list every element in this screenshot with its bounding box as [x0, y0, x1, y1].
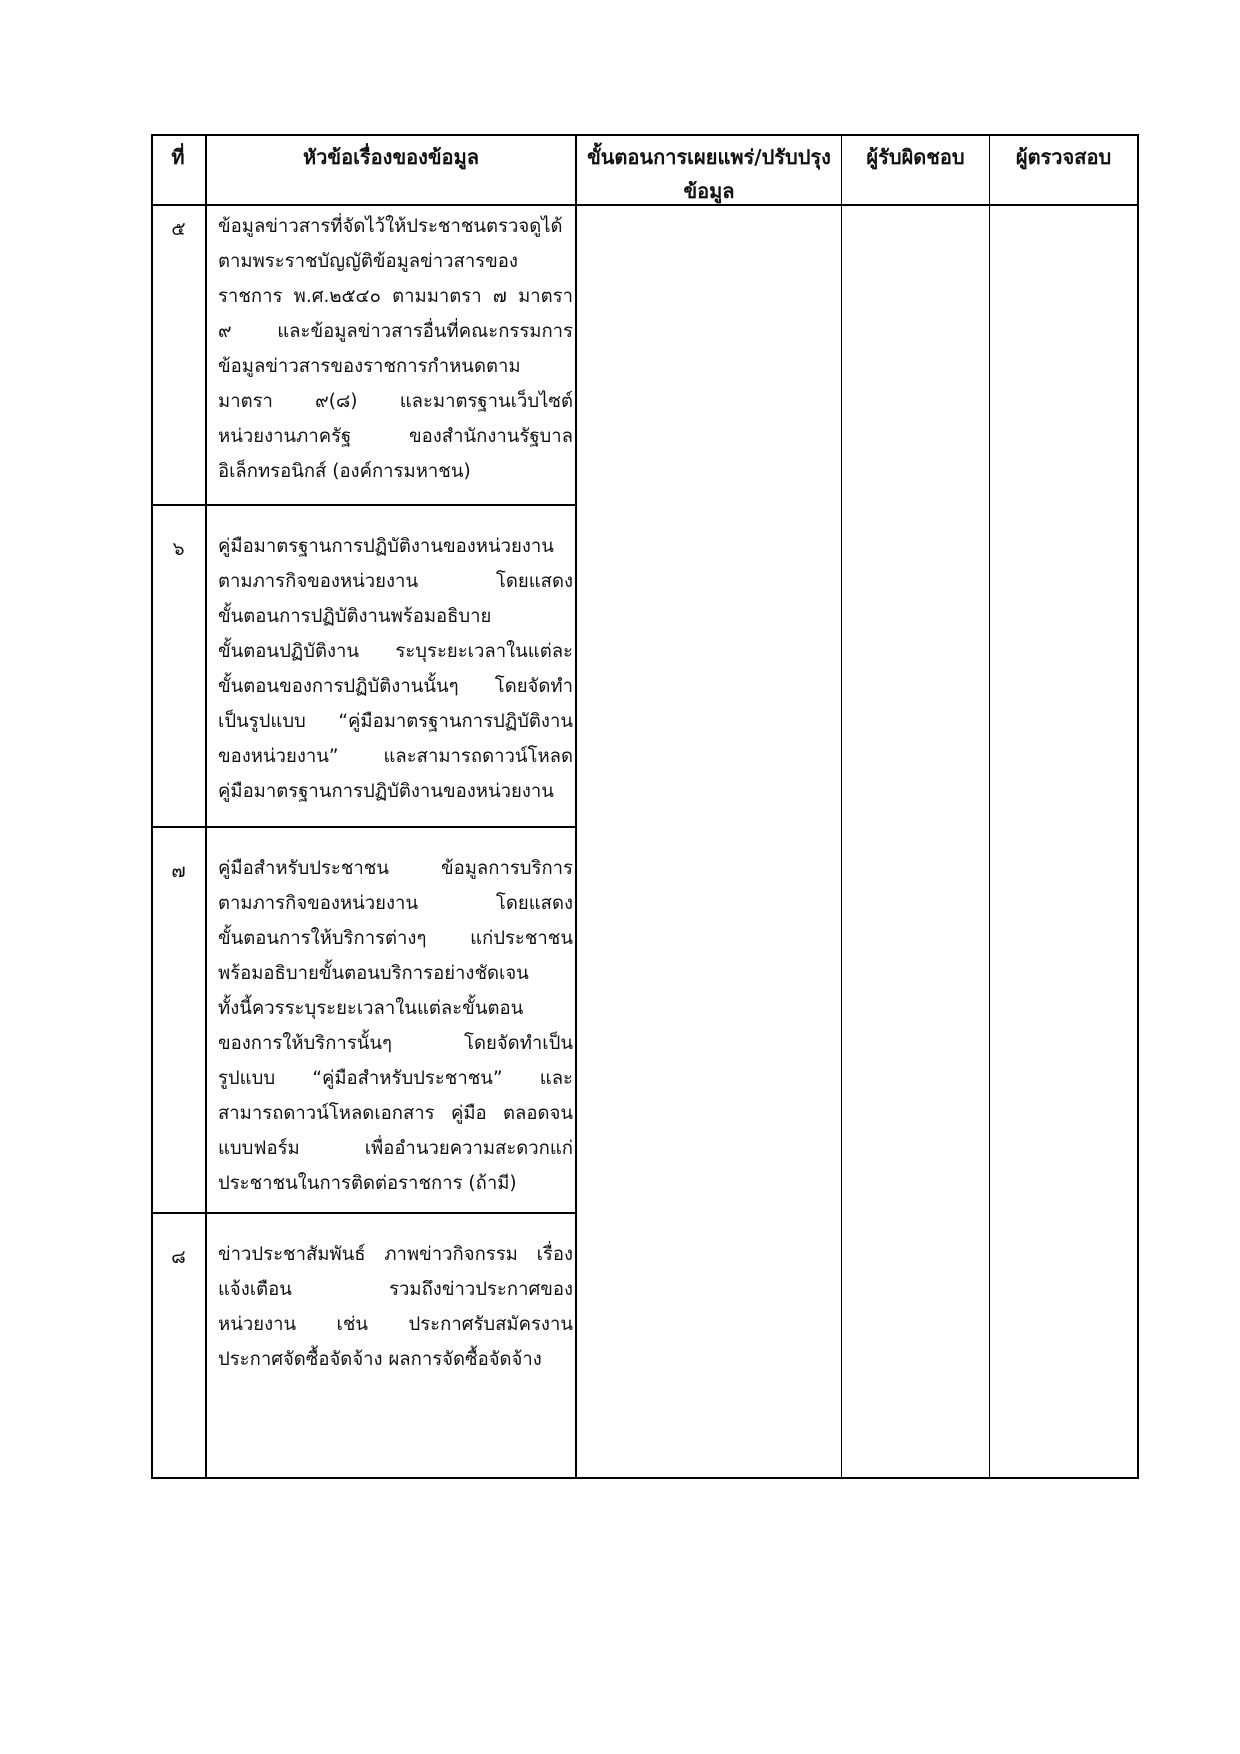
topic-line: ข้อมูลข่าวสารของราชการกำหนดตาม — [218, 356, 521, 377]
row-topic-text — [218, 529, 573, 809]
topic-line: แบบฟอร์ม เพื่ออำนวยความสะดวกแก่ — [218, 1138, 573, 1159]
topic-line: อิเล็กทรอนิกส์ (องค์การมหาชน) — [218, 461, 471, 482]
topic-line: ของหน่วยงาน” และสามารถดาวน์โหลด — [218, 746, 573, 767]
row-number: ๕ — [171, 218, 186, 240]
column-divider-4 — [989, 134, 990, 1479]
row-separator-1 — [151, 504, 577, 506]
topic-line: ขั้นตอนการปฏิบัติงานพร้อมอธิบาย — [218, 606, 492, 627]
header-process-line-2: ข้อมูล — [683, 179, 735, 203]
header-process-line-1: ขั้นตอนการเผยแพร่/ปรับปรุง — [587, 145, 831, 169]
document-table — [151, 134, 1139, 1479]
table-border-bottom — [151, 1477, 1139, 1479]
column-divider-3 — [841, 134, 842, 1479]
topic-line: ตามพระราชบัญญัติข้อมูลข่าวสารของ — [218, 251, 518, 272]
header-checker: ผู้ตรวจสอบ — [1015, 145, 1112, 169]
table-border-left — [151, 134, 153, 1479]
topic-line: คู่มือมาตรฐานการปฏิบัติงานของหน่วยงาน — [218, 536, 554, 557]
topic-line: ประกาศจัดซื้อจัดจ้าง ผลการจัดซื้อจัดจ้าง — [218, 1349, 542, 1370]
row-number: ๖ — [172, 538, 185, 560]
row-separator-3 — [151, 1212, 577, 1214]
topic-line: ทั้งนี้ควรระบุระยะเวลาในแต่ละขั้นตอน — [218, 998, 524, 1019]
row-number: ๘ — [171, 1246, 186, 1268]
row-topic-text — [218, 209, 573, 489]
topic-line: ขั้นตอนปฏิบัติงาน ระบุระยะเวลาในแต่ละ — [218, 641, 573, 662]
topic-line: หน่วยงาน เช่น ประกาศรับสมัครงาน — [218, 1314, 573, 1335]
topic-line: คู่มือสำหรับประชาชน ข้อมูลการบริการ — [218, 858, 573, 879]
column-divider-2 — [575, 134, 577, 1479]
topic-line: หน่วยงานภาครัฐ ของสำนักงานรัฐบาล — [218, 426, 573, 447]
topic-line: ข่าวประชาสัมพันธ์ ภาพข่าวกิจกรรม เรื่อง — [218, 1244, 573, 1265]
table-border-right — [1137, 134, 1139, 1479]
table-border-top — [151, 134, 1139, 136]
header-no: ที่ — [171, 145, 185, 169]
topic-line: ประชาชนในการติดต่อราชการ (ถ้ามี) — [218, 1173, 517, 1194]
topic-line: ขั้นตอนการให้บริการต่างๆ แก่ประชาชน — [218, 928, 573, 949]
topic-line: ตามภารกิจของหน่วยงาน โดยแสดง — [218, 571, 573, 592]
topic-line: ราชการ พ.ศ.๒๕๔๐ ตามมาตรา ๗ มาตรา — [218, 286, 573, 307]
row-topic-text — [218, 851, 573, 1201]
topic-line: พร้อมอธิบายขั้นตอนบริการอย่างชัดเจน — [218, 963, 529, 984]
topic-line: มาตรา ๙(๘) และมาตรฐานเว็บไซต์ — [218, 391, 573, 412]
topic-line: ขั้นตอนของการปฏิบัติงานนั้นๆ โดยจัดทำ — [218, 676, 573, 697]
topic-line: แจ้งเตือน รวมถึงข่าวประกาศของ — [218, 1279, 573, 1300]
topic-line: สามารถดาวน์โหลดเอกสาร คู่มือ ตลอดจน — [218, 1103, 573, 1124]
topic-line: คู่มือมาตรฐานการปฏิบัติงานของหน่วยงาน — [218, 781, 554, 802]
row-topic-text — [218, 1237, 573, 1377]
row-number: ๗ — [171, 860, 186, 882]
header-topic: หัวข้อเรื่องของข้อมูล — [302, 145, 480, 169]
topic-line: ตามภารกิจของหน่วยงาน โดยแสดง — [218, 893, 573, 914]
topic-line: รูปแบบ “คู่มือสำหรับประชาชน” และ — [218, 1068, 573, 1089]
topic-line: ๙ และข้อมูลข่าวสารอื่นที่คณะกรรมการ — [218, 321, 573, 342]
row-separator-2 — [151, 826, 577, 828]
topic-line: ข้อมูลข่าวสารที่จัดไว้ให้ประชาชนตรวจดูได้ — [218, 216, 563, 237]
topic-line: เป็นรูปแบบ “คู่มือมาตรฐานการปฏิบัติงาน — [218, 711, 573, 732]
column-divider-1 — [205, 134, 207, 1479]
header-responsible: ผู้รับผิดชอบ — [866, 145, 965, 169]
topic-line: ของการให้บริการนั้นๆ โดยจัดทำเป็น — [218, 1033, 573, 1054]
